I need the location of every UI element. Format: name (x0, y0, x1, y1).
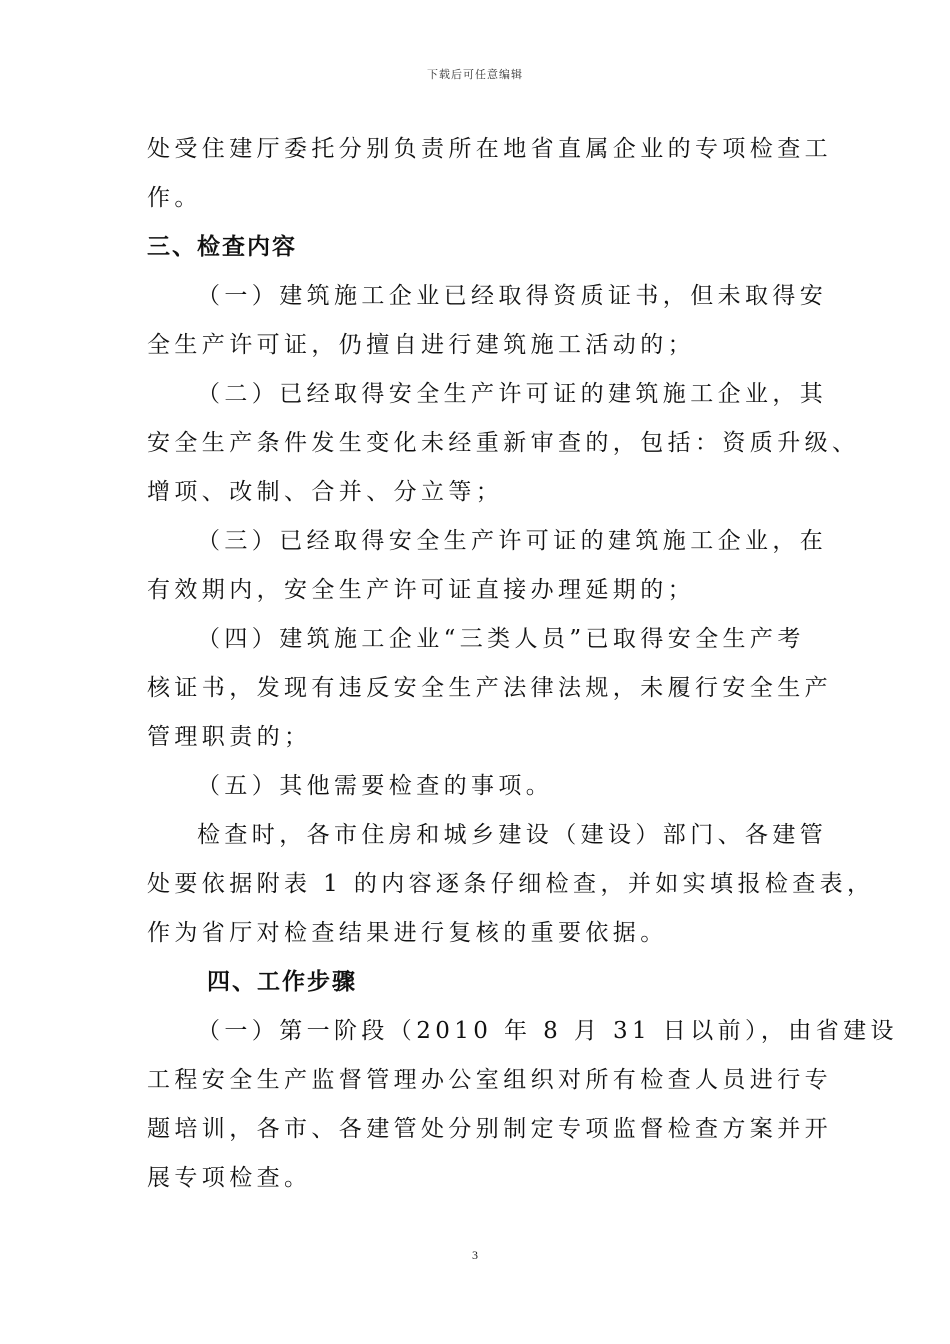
body-line: 题培训，各市、各建管处分别制定专项监督检查方案并开 (147, 1116, 832, 1142)
body-line: 全生产许可证，仍擅自进行建筑施工活动的； (147, 332, 695, 358)
body-line: 增项、改制、合并、分立等； (147, 479, 504, 505)
document-body (147, 125, 898, 1203)
page-header: 下载后可任意编辑 (427, 68, 523, 81)
body-line: 检查时，各市住房和城乡建设（建设）部门、各建管 (197, 822, 828, 848)
body-line: （四）建筑施工企业“三类人员”已取得安全生产考 (197, 626, 805, 652)
body-line: 处要依据附表 1 的内容逐条仔细检查，并如实填报检查表， (147, 871, 875, 897)
section-heading-4: 四、工作步骤 (207, 969, 357, 995)
body-line: 作为省厅对检查结果进行复核的重要依据。 (147, 920, 668, 946)
page-number: 3 (472, 1248, 478, 1262)
section-heading-3: 三、检查内容 (147, 234, 297, 260)
body-line: （一）建筑施工企业已经取得资质证书，但未取得安 (197, 283, 828, 309)
body-line: 有效期内，安全生产许可证直接办理延期的； (147, 577, 695, 603)
body-line: （一）第一阶段（2010 年 8 月 31 日以前），由省建设 (197, 1018, 898, 1044)
body-line: 核证书，发现有违反安全生产法律法规，未履行安全生产 (147, 675, 832, 701)
body-line: 安全生产条件发生变化未经重新审查的，包括：资质升级、 (147, 430, 860, 456)
body-line: 展专项检查。 (147, 1165, 312, 1191)
body-line: 管理职责的； (147, 724, 312, 750)
body-line: （二）已经取得安全生产许可证的建筑施工企业，其 (197, 381, 828, 407)
body-line: （三）已经取得安全生产许可证的建筑施工企业，在 (197, 528, 828, 554)
body-line: 处受住建厅委托分别负责所在地省直属企业的专项检查工 (147, 136, 832, 162)
body-line: 作。 (147, 185, 202, 211)
body-line: （五）其他需要检查的事项。 (197, 773, 554, 799)
body-line: 工程安全生产监督管理办公室组织对所有检查人员进行专 (147, 1067, 832, 1093)
